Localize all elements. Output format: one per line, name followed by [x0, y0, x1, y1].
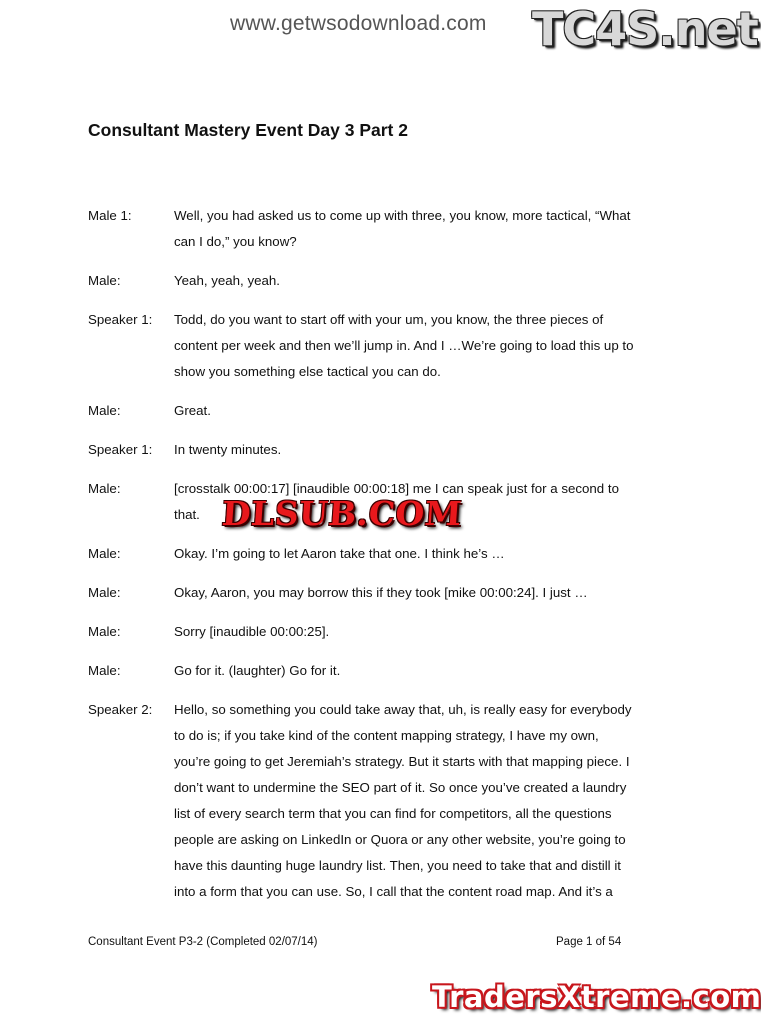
speech-text: Sorry [inaudible 00:00:25].: [174, 624, 330, 639]
speaker-label: Male:: [88, 663, 121, 678]
watermark-url: www.getwsodownload.com: [230, 12, 487, 35]
speaker-label: Male:: [88, 624, 121, 639]
transcript: [88, 203, 648, 918]
speech-text: Okay. I’m going to let Aaron take that one. I think he’s …: [174, 546, 505, 561]
watermark-tc4s-logo: TC4S.net: [532, 2, 758, 56]
speaker-label: Male:: [88, 273, 121, 288]
transcript-entry: [88, 398, 648, 424]
speaker-label: Male:: [88, 481, 121, 496]
watermark-traders-logo: TradersXtreme.com: [432, 980, 761, 1014]
footer-page-number: Page 1 of 54: [556, 936, 622, 948]
speech-text: [crosstalk 00:00:17] [inaudible 00:00:18] me I can speak just for a second to that.: [174, 481, 619, 522]
speech-text: Well, you had asked us to come up with three, you know, more tactical, “What can I do,” you know?: [174, 208, 631, 249]
speaker-label: Speaker 1:: [88, 312, 153, 327]
speaker-label: Speaker 1:: [88, 442, 153, 457]
speech-text: Todd, do you want to start off with your um, you know, the three pieces of content per week and then we’ll jump in. And I …We’re going to load this up to show you something else tactical you can do.: [174, 312, 634, 379]
document-title: Consultant Mastery Event Day 3 Part 2: [88, 120, 408, 140]
speaker-label: Male:: [88, 546, 121, 561]
speech-text: Great.: [174, 403, 211, 418]
footer-document-info: Consultant Event P3-2 (Completed 02/07/14): [88, 936, 318, 948]
transcript-entry: [88, 658, 648, 684]
speaker-label: Speaker 2:: [88, 702, 153, 717]
transcript-entry: [88, 268, 648, 294]
transcript-entry: [88, 580, 648, 606]
speech-text: In twenty minutes.: [174, 442, 282, 457]
speech-text: Yeah, yeah, yeah.: [174, 273, 280, 288]
transcript-entry: [88, 307, 648, 385]
speaker-label: Male 1:: [88, 208, 132, 223]
speech-text: Hello, so something you could take away that, uh, is really easy for everybody to do is; if you take kind of the content mapping strategy, I have my own, you’re going to get Jeremiah’s strategy. But it starts with that mapping piece. I don’t want to undermine the SEO part of it. So once you’ve created a laundry list of every search term that you can find for competitors, all the questions people are asking on LinkedIn or Quora or any other website, you’re going to have this daunting huge laundry list. Then, you need to take that and distill it into a form that you can use. So, I call that the content road map. And it’s a: [174, 702, 632, 899]
transcript-entry: [88, 437, 648, 463]
speech-text: Go for it. (laughter) Go for it.: [174, 663, 341, 678]
speech-text: Okay, Aaron, you may borrow this if they took [mike 00:00:24]. I just …: [174, 585, 588, 600]
transcript-entry: [88, 619, 648, 645]
transcript-entry: [88, 203, 648, 255]
speaker-label: Male:: [88, 403, 121, 418]
speaker-label: Male:: [88, 585, 121, 600]
transcript-entry: [88, 541, 648, 567]
transcript-entry: [88, 697, 648, 905]
watermark-dlsub-logo: DLSUB.COM: [220, 494, 464, 533]
